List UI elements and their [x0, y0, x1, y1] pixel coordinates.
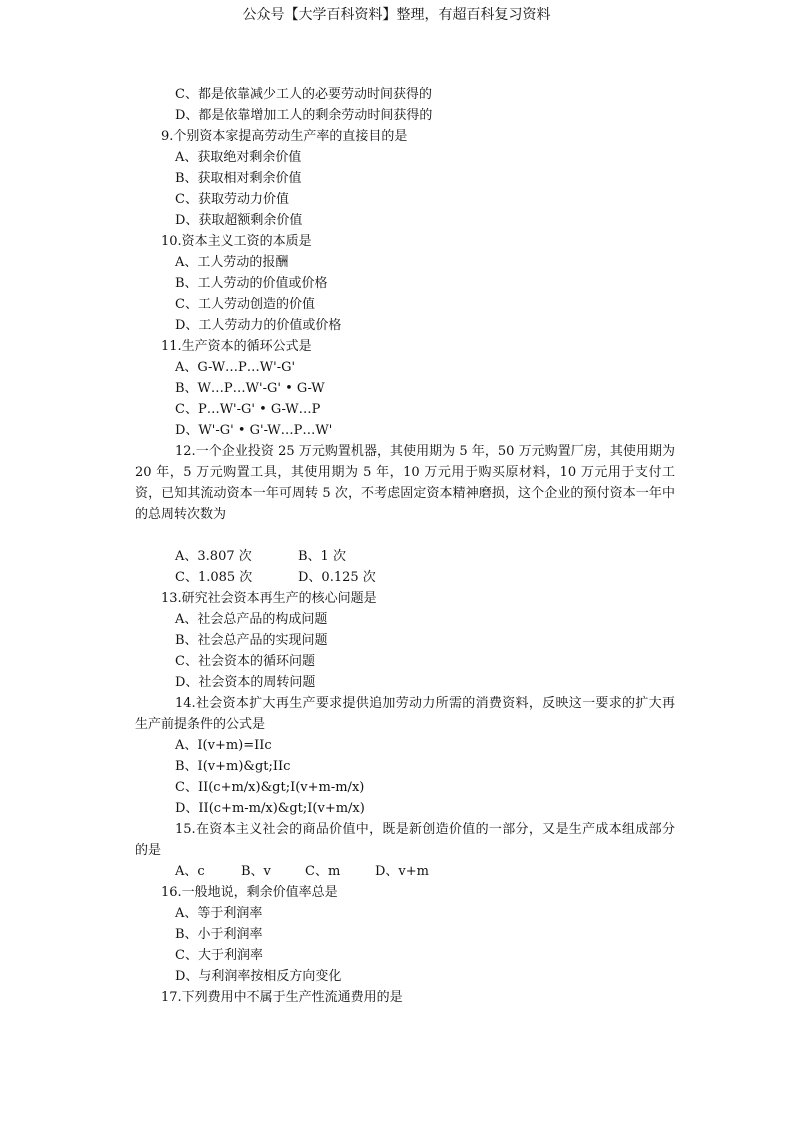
q9-option-b: B、获取相对剩余价值 — [175, 171, 302, 186]
question-list — [135, 84, 675, 1008]
q13-option-d: D、社会资本的周转问题 — [175, 675, 316, 690]
q11-option-a: A、G-W…P…W'-G' — [175, 360, 296, 375]
q16-stem: 16.一般地说，剩余价值率总是 — [161, 885, 338, 900]
q9-option-d: D、获取超额剩余价值 — [175, 213, 303, 228]
q12-options-row-1 — [135, 546, 675, 567]
q16-option-c: C、大于利润率 — [175, 948, 263, 963]
q11-option-d: D、W'-G' • G'-W…P…W' — [175, 423, 333, 438]
q12-option-d: D、0.125 次 — [298, 570, 376, 585]
q10-option-d: D、工人劳动力的价值或价格 — [175, 318, 342, 333]
q8-option-c: C、都是依靠减少工人的必要劳动时间获得的 — [175, 87, 432, 102]
q10-stem: 10.资本主义工资的本质是 — [161, 234, 312, 249]
q9-stem: 9.个别资本家提高劳动生产率的直接目的是 — [161, 129, 408, 144]
q10-option-a: A、工人劳动的报酬 — [175, 255, 289, 270]
q13-option-a: A、社会总产品的构成问题 — [175, 612, 328, 627]
q12-option-b: B、1 次 — [298, 549, 346, 564]
q15-option-d: D、v+m — [375, 864, 429, 879]
q12-option-a: A、3.807 次 — [175, 549, 252, 564]
q13-stem: 13.研究社会资本再生产的核心问题是 — [161, 591, 377, 606]
q9-option-c: C、获取劳动力价值 — [175, 192, 289, 207]
q15-option-a: A、c — [175, 864, 205, 879]
q14-option-a: A、I(v+m)=IIc — [175, 738, 272, 753]
q15-option-b: B、v — [241, 864, 271, 879]
q16-option-b: B、小于利润率 — [175, 927, 263, 942]
q15-stem: 15.在资本主义社会的商品价值中，既是新创造价值的一部分，又是生产成本组成部分的是 — [135, 822, 675, 858]
q12-options-row-2 — [135, 567, 675, 588]
q9-option-a: A、获取绝对剩余价值 — [175, 150, 302, 165]
q14-option-b: B、I(v+m)&gt;IIc — [175, 759, 291, 774]
q14-option-d: D、II(c+m-m/x)&gt;I(v+m/x) — [175, 801, 365, 816]
q14-option-c: C、II(c+m/x)&gt;I(v+m-m/x) — [175, 780, 365, 795]
page-header: 公众号【大学百科资料】整理，有超百科复习资料 — [242, 7, 551, 23]
q11-option-b: B、W…P…W'-G' • G-W — [175, 381, 325, 396]
q12-option-c: C、1.085 次 — [175, 570, 253, 585]
q15-options-row — [135, 861, 675, 882]
q10-option-c: C、工人劳动创造的价值 — [175, 297, 315, 312]
q13-option-b: B、社会总产品的实现问题 — [175, 633, 328, 648]
q12-stem: 12.一个企业投资 25 万元购置机器，其使用期为 5 年，50 万元购置厂房，其使用期为 20 年，5 万元购置工具，其使用期为 5 年，10 万元用于购买原材料，10 万元用于支付工资，已知其流动资本一年可周转 5 次，不考虑固定资本精神磨损，这个企业的预付资本一年中的总周转次数为 — [135, 444, 675, 522]
q16-option-a: A、等于利润率 — [175, 906, 263, 921]
q8-option-d: D、都是依靠增加工人的剩余劳动时间获得的 — [175, 108, 433, 123]
q14-stem: 14.社会资本扩大再生产要求提供追加劳动力所需的消费资料，反映这一要求的扩大再生产前提条件的公式是 — [135, 696, 675, 732]
q11-stem: 11.生产资本的循环公式是 — [161, 339, 312, 354]
q10-option-b: B、工人劳动的价值或价格 — [175, 276, 328, 291]
q13-option-c: C、社会资本的循环问题 — [175, 654, 315, 669]
q15-option-c: C、m — [305, 864, 341, 879]
q11-option-c: C、P…W'-G' • G-W…P — [175, 402, 321, 417]
q16-option-d: D、与利润率按相反方向变化 — [175, 969, 342, 984]
q17-stem: 17.下列费用中不属于生产性流通费用的是 — [161, 990, 403, 1005]
spacer — [135, 525, 675, 546]
